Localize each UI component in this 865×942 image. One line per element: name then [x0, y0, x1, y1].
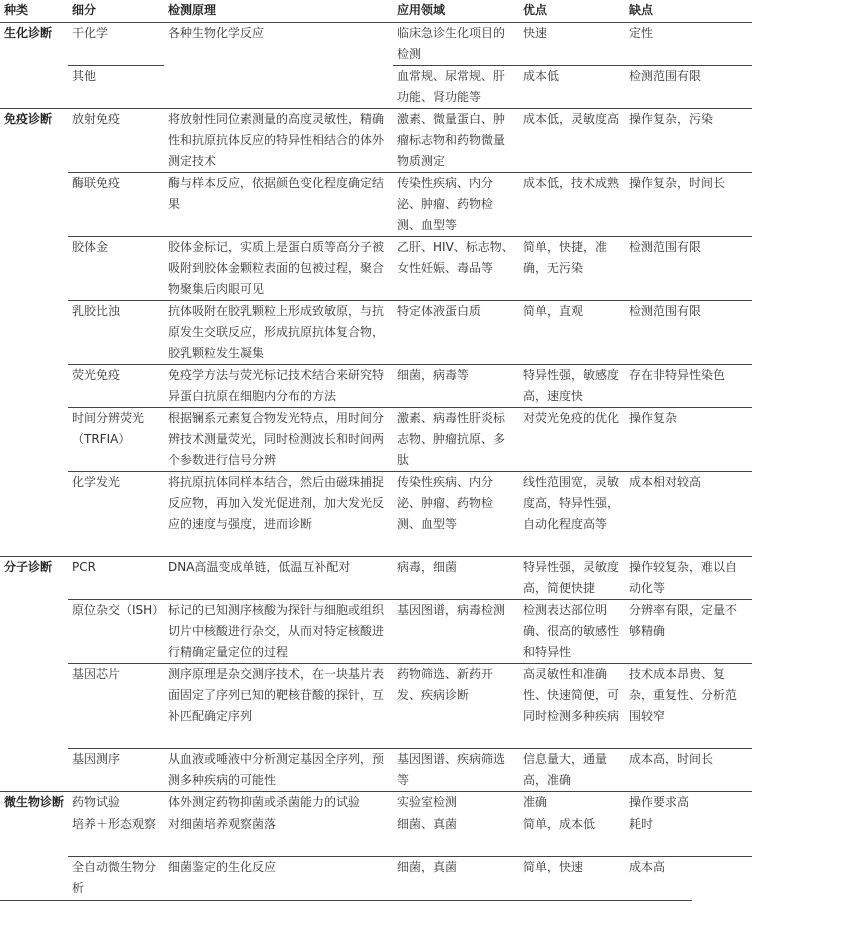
- header-field: 应用领域: [393, 0, 519, 23]
- header-type: 种类: [0, 0, 68, 23]
- subtype-cell: 荧光免疫: [68, 365, 164, 408]
- table-bottom-border: [0, 900, 692, 901]
- pros-cell: 简单，快捷，准确，无污染: [519, 237, 625, 301]
- field-cell: 细菌、真菌: [397, 816, 458, 831]
- field-cell: 乙肝、HIV、标志物、女性妊娠、毒品等: [393, 237, 519, 301]
- pros-cell: 高灵敏性和准确性、快速简便，可同时检测多种疾病: [519, 664, 625, 749]
- cons-cell: 操作较复杂，难以自动化等: [625, 557, 752, 600]
- table-row: [0, 664, 752, 749]
- table-row: [0, 173, 752, 237]
- principle-cell: 细菌鉴定的生化反应: [164, 857, 393, 900]
- field-cell: 基因图谱、疾病筛选等: [393, 749, 519, 792]
- pros-cell: 快速: [523, 26, 548, 40]
- cons-cell: 检测范围有限: [625, 237, 752, 301]
- cons-cell: 耗时: [629, 816, 654, 831]
- pros-cell: 线性范围宽，灵敏度高，特异性强，自动化程度高等: [519, 472, 625, 557]
- table-header-row: [0, 0, 752, 23]
- table-row: [0, 365, 752, 408]
- principle-cell: 标记的已知测序核酸为探针与细胞或组织切片中核酸进行杂交，从而对特定核酸进行精确定量定位的过程: [164, 600, 393, 664]
- pros-cell: 特异性强，灵敏度高，简便快捷: [519, 557, 625, 600]
- cons-cell: 检测范围有限: [625, 301, 752, 365]
- table-row: [0, 600, 752, 664]
- principle-cell: 将抗原抗体同样本结合，然后由磁珠捕捉反应物，再加入发光促进剂，加大发光反应的速度与强度，进而诊断: [164, 472, 393, 557]
- subtype-cell: 全自动微生物分析: [68, 857, 164, 900]
- subtype-cell: 时间分辨荧光（TRFIA）: [68, 408, 164, 472]
- pros-cell: 成本低: [519, 66, 625, 109]
- cons-cell: 成本高，时间长: [625, 749, 752, 792]
- principle-cell: 根据镧系元素复合物发光特点，用时间分辨技术测量荧光，同时检测波长和时间两个参数进行信号分辨: [164, 408, 393, 472]
- table-row: [0, 792, 752, 814]
- pros-cell: 准确: [519, 792, 625, 814]
- table-row: [0, 557, 752, 600]
- cons-cell: 操作复杂，污染: [625, 109, 752, 173]
- cons-cell: 存在非特异性染色: [625, 365, 752, 408]
- category-cell: 免疫诊断: [0, 109, 68, 557]
- pros-cell: 信息量大，通量高，准确: [519, 749, 625, 792]
- field-cell: 基因图谱，病毒检测: [393, 600, 519, 664]
- category-cell: 微生物诊断: [0, 792, 68, 900]
- principle-cell: 酶与样本反应，依据颜色变化程度确定结果: [164, 173, 393, 237]
- table-row: [0, 749, 752, 792]
- table-row: [0, 472, 752, 557]
- header-pros: 优点: [519, 0, 625, 23]
- subtype-cell: 化学发光: [68, 472, 164, 557]
- header-principle: 检测原理: [164, 0, 393, 23]
- cons-cell: 成本相对较高: [625, 472, 752, 557]
- principle-cell: 将放射性同位素测量的高度灵敏性，精确性和抗原抗体反应的特异性相结合的体外测定技术: [164, 109, 393, 173]
- subtype-cell: 原位杂交（ISH）: [68, 600, 164, 664]
- field-cell: 激素、病毒性肝炎标志物、肿瘤抗原、多肽: [393, 408, 519, 472]
- subtype-cell: 干化学: [72, 26, 109, 40]
- header-subtype: 细分: [68, 0, 164, 23]
- category-cell: 分子诊断: [0, 557, 68, 792]
- field-cell: 临床急诊生化项目的检测: [397, 26, 506, 61]
- cons-cell: 定性: [629, 26, 654, 40]
- table-row: [0, 408, 752, 472]
- table-row: [0, 814, 752, 857]
- cons-cell: 技术成本昂贵、复杂，重复性、分析范围较窄: [625, 664, 752, 749]
- pros-cell: 特异性强，敏感度高，速度快: [519, 365, 625, 408]
- cons-cell: 检测范围有限: [625, 66, 752, 109]
- field-cell: 细菌，真菌: [393, 857, 519, 900]
- field-cell: 病毒，细菌: [393, 557, 519, 600]
- principle-cell: DNA高温变成单链，低温互补配对: [164, 557, 393, 600]
- subtype-cell: PCR: [68, 557, 164, 600]
- pros-cell: 检测表达部位明确、很高的敏感性和特异性: [519, 600, 625, 664]
- subtype-cell: 基因芯片: [68, 664, 164, 749]
- subtype-cell: 放射免疫: [68, 109, 164, 173]
- cons-cell: 操作要求高: [625, 792, 752, 814]
- cons-cell: 成本高: [625, 857, 752, 900]
- field-cell: 特定体液蛋白质: [393, 301, 519, 365]
- field-cell: 传染性疾病、内分泌、肿瘤、药物检测、血型等: [393, 472, 519, 557]
- principle-cell: 抗体吸附在胶乳颗粒上形成致敏原，与抗原发生交联反应，形成抗原抗体复合物，胶乳颗粒发生凝集: [164, 301, 393, 365]
- pros-cell: 简单，快速: [519, 857, 625, 900]
- subtype-cell: 酶联免疫: [68, 173, 164, 237]
- field-cell: 实验室检测: [393, 792, 519, 814]
- table-row: [0, 109, 752, 173]
- table-row: [0, 23, 752, 66]
- subtype-cell: 胶体金: [68, 237, 164, 301]
- pros-cell: 简单，成本低: [523, 816, 596, 831]
- principle-cell: 胶体金标记，实质上是蛋白质等高分子被吸附到胶体金颗粒表面的包被过程，聚合物聚集后肉眼可见: [164, 237, 393, 301]
- pros-cell: 成本低，灵敏度高: [519, 109, 625, 173]
- subtype-cell: 基因测序: [68, 749, 164, 792]
- principle-cell: 对细菌培养观察菌落: [168, 816, 277, 831]
- header-cons: 缺点: [625, 0, 752, 23]
- subtype-cell: 药物试验: [68, 792, 164, 814]
- principle-cell: 测序原理是杂交测序技术，在一块基片表面固定了序列已知的靶核苷酸的探针，互补匹配确定序列: [164, 664, 393, 749]
- subtype-cell: 培养＋形态观察: [72, 816, 157, 831]
- principle-cell: 各种生物化学反应: [168, 26, 265, 40]
- pros-cell: 成本低，技术成熟: [519, 173, 625, 237]
- cons-cell: 操作复杂，时间长: [625, 173, 752, 237]
- field-cell: 激素、微量蛋白、肿瘤标志物和药物微量物质测定: [393, 109, 519, 173]
- subtype-cell: 其他: [68, 66, 164, 109]
- cons-cell: 分辨率有限，定量不够精确: [625, 600, 752, 664]
- field-cell: 药物筛选、新药开发、疾病诊断: [393, 664, 519, 749]
- principle-cell: 从血液或唾液中分析测定基因全序列，预测多种疾病的可能性: [164, 749, 393, 792]
- cons-cell: 操作复杂: [625, 408, 752, 472]
- field-cell: 血常规、尿常规、肝功能、肾功能等: [393, 66, 519, 109]
- principle-cell: 免疫学方法与荧光标记技术结合来研究特异蛋白抗原在细胞内分布的方法: [164, 365, 393, 408]
- table-row: [0, 857, 752, 900]
- field-cell: 传染性疾病、内分泌、肿瘤、药物检测、血型等: [393, 173, 519, 237]
- subtype-cell: 乳胶比浊: [68, 301, 164, 365]
- table-row: [0, 301, 752, 365]
- pros-cell: 对荧光免疫的优化: [519, 408, 625, 472]
- category-cell: 生化诊断: [4, 26, 53, 40]
- principle-cell: 体外测定药物抑菌或杀菌能力的试验: [164, 792, 393, 814]
- pros-cell: 简单，直观: [519, 301, 625, 365]
- table-row: [0, 237, 752, 301]
- field-cell: 细菌，病毒等: [393, 365, 519, 408]
